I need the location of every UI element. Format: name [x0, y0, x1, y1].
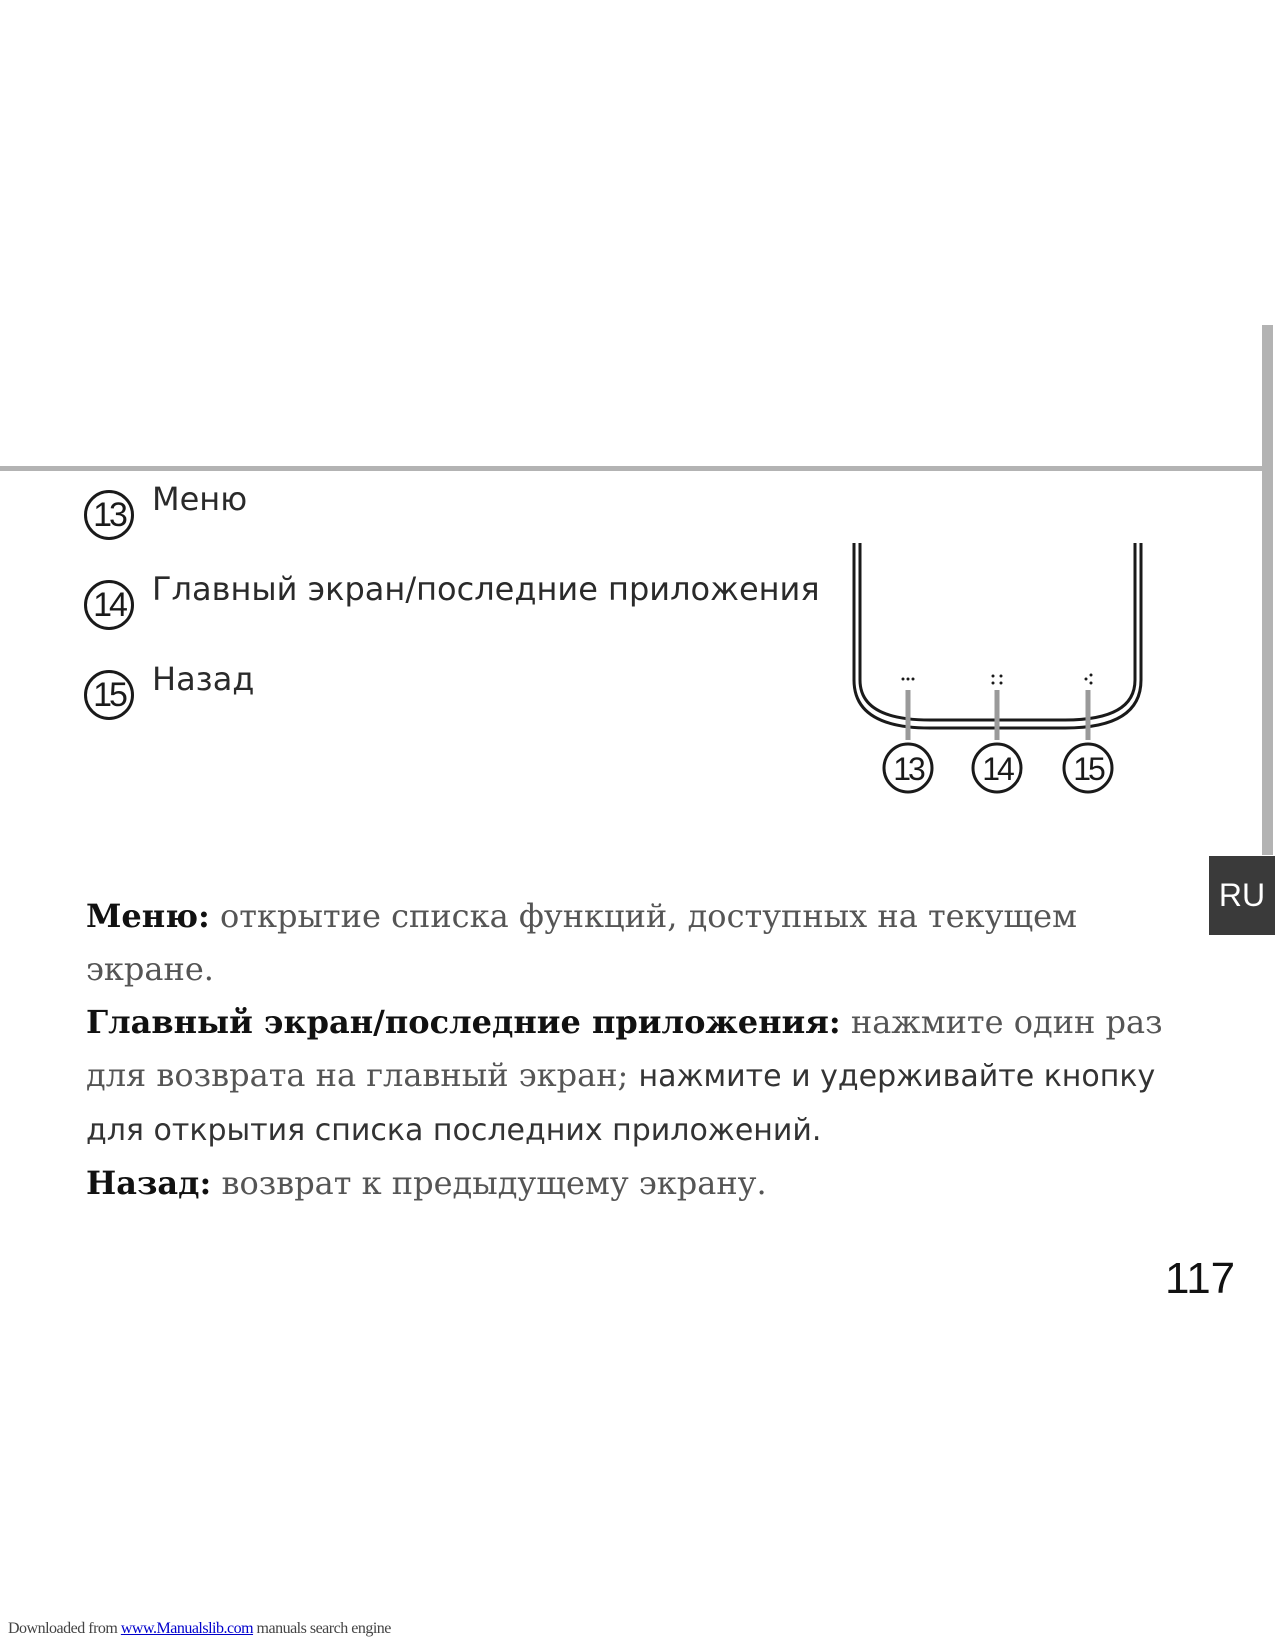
- back-text: возврат к предыдущему экрану.: [211, 1164, 767, 1202]
- legend-item-back: [84, 660, 254, 720]
- footer-suffix: manuals search engine: [253, 1620, 391, 1637]
- footer: [8, 1620, 391, 1638]
- nav-button-icons: [902, 674, 1093, 685]
- callout-number: 15: [84, 670, 134, 720]
- callout-number: 14: [84, 580, 134, 630]
- home-text-2: нажмите и удерживайте кнопку для открытия списка последних приложений.: [86, 1059, 1156, 1148]
- callout-number: 13: [84, 490, 134, 540]
- menu-description: [86, 890, 1196, 996]
- page-number: 117: [1165, 1254, 1236, 1303]
- diagram-callout-13: 13: [893, 751, 923, 787]
- manualslib-link[interactable]: www.Manualslib.com: [120, 1620, 254, 1637]
- legend-label: Назад: [152, 660, 255, 698]
- language-tab: RU: [1209, 856, 1275, 935]
- diagram-callout-15: 15: [1073, 751, 1103, 787]
- home-description: [86, 996, 1196, 1157]
- home-term: Главный экран/последние приложения:: [86, 1003, 841, 1041]
- menu-text: открытие списка функций, доступных на текущем экране.: [86, 897, 1077, 988]
- home-text-1: нажмите один раз для возврата на главный экран;: [86, 1003, 1163, 1094]
- legend-item-menu: [84, 480, 247, 540]
- footer-prefix: Downloaded from: [8, 1620, 121, 1637]
- device-bottom-diagram: [850, 540, 1150, 800]
- menu-term: Меню:: [86, 897, 210, 935]
- side-rule: [1262, 325, 1273, 855]
- description-block: [86, 890, 1196, 1210]
- legend-label: Меню: [152, 480, 248, 518]
- legend-label: Главный экран/последние приложения: [152, 570, 820, 608]
- section-divider: [0, 466, 1266, 471]
- back-term: Назад:: [86, 1164, 212, 1202]
- back-description: [86, 1157, 1196, 1210]
- diagram-callout-14: 14: [982, 751, 1012, 787]
- legend-item-home: [84, 570, 820, 630]
